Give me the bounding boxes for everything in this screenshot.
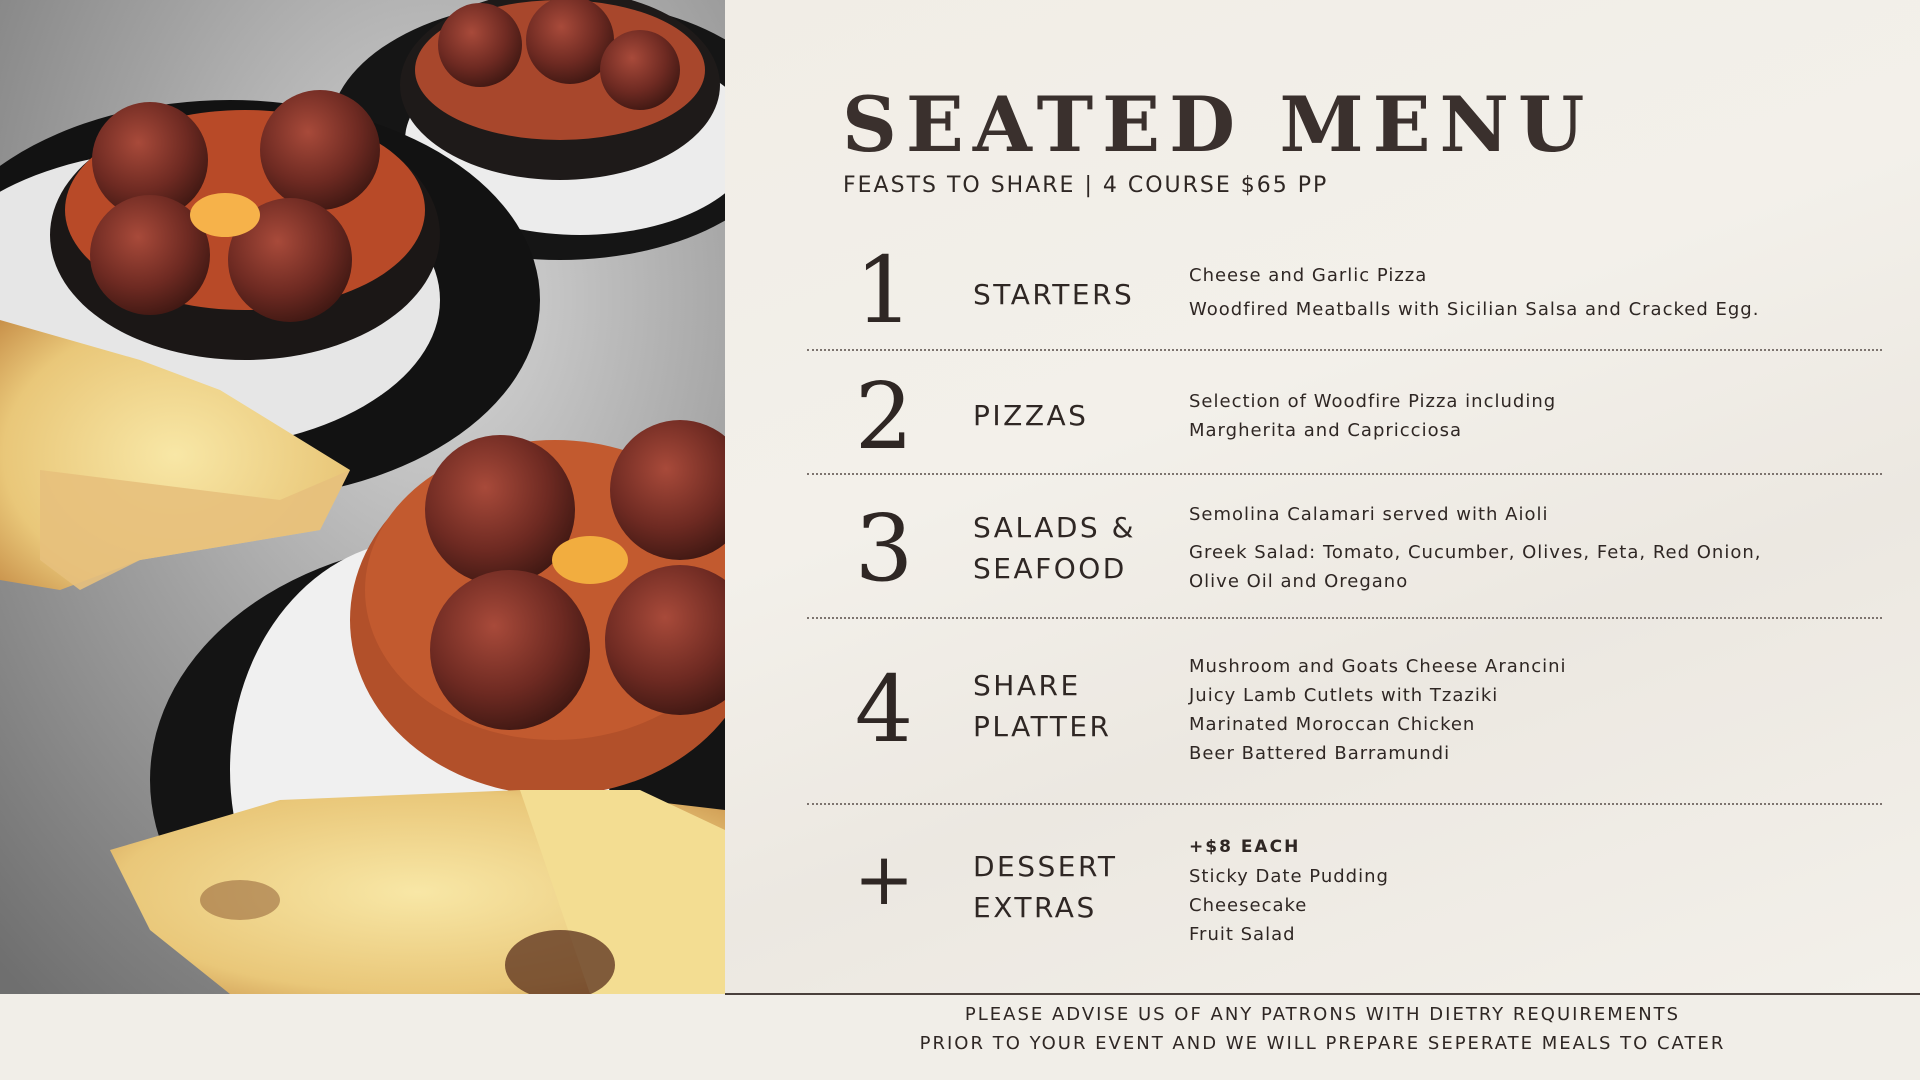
menu-item: Margherita and Capricciosa (1189, 420, 1462, 441)
course-number: 2 (854, 363, 914, 470)
dietary-notice-line: PLEASE ADVISE US OF ANY PATRONS WITH DIETRY REQUIREMENTS (964, 1004, 1681, 1025)
course-label-line: SHARE (973, 669, 1081, 702)
course-items (1189, 500, 1889, 596)
menu-item: Selection of Woodfire Pizza including (1189, 391, 1557, 412)
menu-item: Fruit Salad (1189, 924, 1296, 945)
menu-item: Mushroom and Goats Cheese Arancini (1189, 656, 1567, 677)
course-items (1189, 833, 1889, 949)
course-label (973, 846, 1163, 928)
course-items (1189, 387, 1889, 445)
dietary-notice (725, 1000, 1920, 1058)
course-number: 1 (854, 237, 914, 344)
menu-item: Semolina Calamari served with Aioli (1189, 504, 1549, 525)
course-label (973, 665, 1163, 747)
menu-item: Greek Salad: Tomato, Cucumber, Olives, Feta, Red Onion, (1189, 542, 1762, 563)
course-label-line: EXTRAS (973, 891, 1097, 924)
section-divider (807, 617, 1882, 619)
footer-divider (725, 993, 1920, 995)
section-divider (807, 803, 1882, 805)
dietary-notice-line: PRIOR TO YOUR EVENT AND WE WILL PREPARE SEPERATE MEALS TO CATER (919, 1033, 1726, 1054)
food-photo-illustration (0, 0, 725, 994)
course-label-line: DESSERT (973, 850, 1118, 883)
menu-title: SEATED MENU (842, 80, 1594, 169)
course-number: 4 (854, 656, 914, 763)
course-label (973, 507, 1163, 589)
price-note: +$8 EACH (1189, 837, 1301, 857)
course-label (973, 395, 1163, 436)
section-divider (807, 349, 1882, 351)
menu-item: Marinated Moroccan Chicken (1189, 714, 1476, 735)
course-label-line: STARTERS (973, 278, 1135, 311)
course-number: + (853, 837, 915, 921)
menu-item: Cheesecake (1189, 895, 1308, 916)
course-number: 3 (854, 495, 914, 602)
menu-item: Sticky Date Pudding (1189, 866, 1389, 887)
section-divider (807, 473, 1882, 475)
course-items (1189, 261, 1889, 324)
menu-item: Beer Battered Barramundi (1189, 743, 1451, 764)
menu-subtitle: FEASTS TO SHARE | 4 COURSE $65 PP (843, 173, 1329, 198)
course-label-line: PLATTER (973, 710, 1112, 743)
course-label (973, 274, 1163, 315)
menu-item: Woodfired Meatballs with Sicilian Salsa and Cracked Egg. (1189, 299, 1760, 320)
menu-item: Juicy Lamb Cutlets with Tzaziki (1189, 685, 1499, 706)
course-items (1189, 652, 1889, 768)
course-label-line: SALADS & (973, 511, 1136, 544)
food-photo (0, 0, 725, 994)
course-label-line: PIZZAS (973, 399, 1089, 432)
menu-item: Cheese and Garlic Pizza (1189, 265, 1428, 286)
menu-item: Olive Oil and Oregano (1189, 571, 1409, 592)
course-label-line: SEAFOOD (973, 552, 1127, 585)
